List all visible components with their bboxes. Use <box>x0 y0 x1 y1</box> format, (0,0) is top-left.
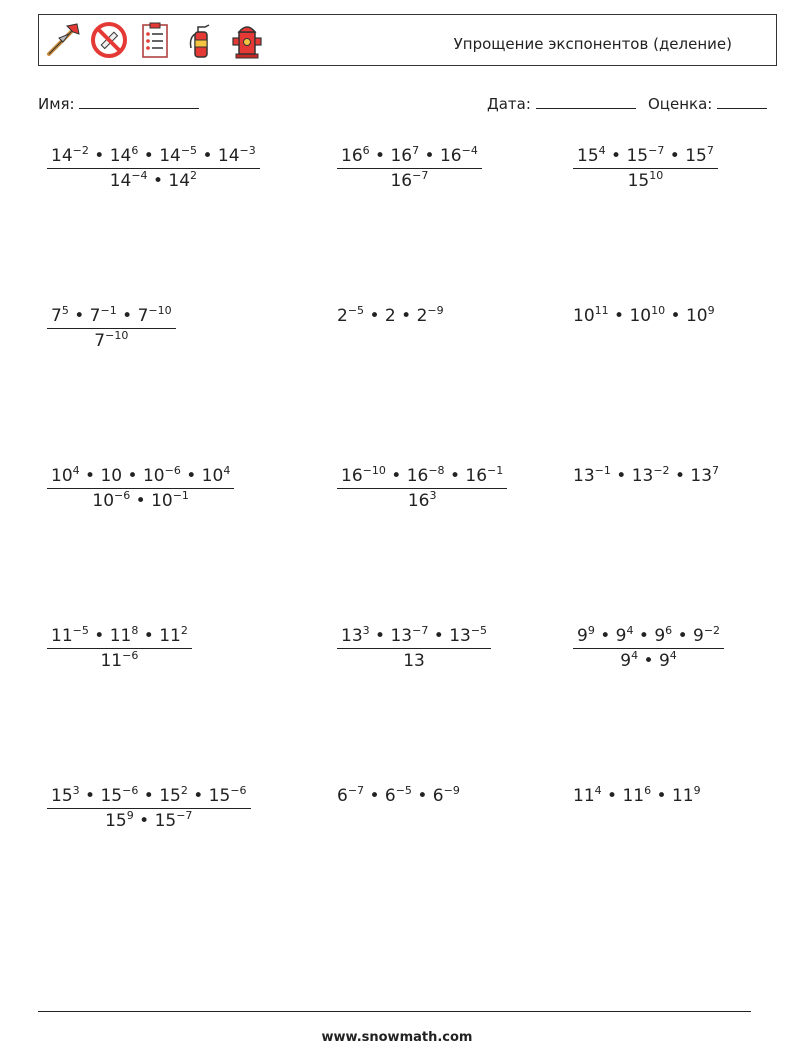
power-exponent: −6 <box>230 784 247 797</box>
name-blank[interactable] <box>79 94 199 109</box>
power-term <box>218 146 256 166</box>
power-exponent: 2 <box>180 784 188 797</box>
power-exponent: −9 <box>443 784 460 797</box>
problem-15 <box>573 786 701 806</box>
multiply-dot: • <box>138 786 160 806</box>
power-term <box>417 306 444 326</box>
power-exponent: −7 <box>347 784 365 797</box>
power-exponent: −5 <box>470 624 488 637</box>
power-base: 15 <box>105 811 127 831</box>
power-base: 14 <box>159 146 181 166</box>
numerator <box>47 466 234 488</box>
power-exponent: 3 <box>362 624 370 637</box>
power-term <box>151 491 189 511</box>
power-term <box>385 786 412 806</box>
problem-3 <box>573 146 718 191</box>
numerator <box>573 146 718 168</box>
power-term <box>433 786 460 806</box>
power-term <box>440 146 478 166</box>
power-base: 14 <box>217 146 240 166</box>
multiply-dot: • <box>605 146 627 166</box>
multiply-dot: • <box>68 306 90 326</box>
power-exponent: −7 <box>648 144 665 157</box>
fire-axe-icon <box>43 20 83 60</box>
power-term <box>390 146 419 166</box>
power-term <box>51 146 89 166</box>
numerator <box>47 626 192 648</box>
power-base: 13 <box>403 651 425 671</box>
power-base: 15 <box>51 786 73 806</box>
footer-divider <box>38 1011 751 1012</box>
fraction <box>47 306 176 351</box>
multiply-dot: • <box>147 171 169 191</box>
multiply-dot: • <box>428 626 450 646</box>
multiply-dot: • <box>116 306 138 326</box>
multiply-dot: • <box>419 146 440 166</box>
power-base: 15 <box>100 786 123 806</box>
power-term <box>632 466 670 486</box>
multiply-dot: • <box>672 626 694 646</box>
power-base: 10 <box>92 491 115 511</box>
power-exponent: 6 <box>644 784 652 797</box>
power-base: 15 <box>577 146 599 166</box>
power-term <box>573 466 611 486</box>
power-exponent: 4 <box>626 624 634 637</box>
multiply-dot: • <box>369 146 391 166</box>
problem-6 <box>573 306 715 326</box>
power-term <box>341 626 370 646</box>
power-exponent: 3 <box>429 489 437 502</box>
power-exponent: −5 <box>395 784 412 797</box>
power-term <box>577 146 606 166</box>
denominator <box>47 168 260 191</box>
multiply-dot: • <box>395 306 417 326</box>
power-base: 10 <box>629 306 652 326</box>
multiply-dot: • <box>665 306 686 326</box>
power-base: 13 <box>390 626 413 646</box>
power-exponent: 4 <box>72 464 80 477</box>
power-exponent: 3 <box>72 784 80 797</box>
multiply-dot: • <box>88 626 110 646</box>
power-exponent: −2 <box>703 624 721 637</box>
power-exponent: 7 <box>412 144 420 157</box>
power-term <box>620 651 638 671</box>
denominator <box>47 328 176 351</box>
multiply-dot: • <box>197 146 218 166</box>
denominator <box>573 648 724 671</box>
denominator <box>47 648 192 671</box>
power-base: 9 <box>658 651 670 671</box>
denominator <box>337 648 491 671</box>
date-label: Дата: <box>487 95 531 113</box>
power-term <box>390 626 428 646</box>
power-term <box>100 466 122 486</box>
power-base: 16 <box>406 466 429 486</box>
denominator <box>573 168 718 191</box>
power-term <box>622 786 651 806</box>
multiply-dot: • <box>669 466 691 486</box>
power-term <box>341 146 370 166</box>
power-exponent: 2 <box>180 624 188 637</box>
power-base: 10 <box>151 491 173 511</box>
multiply-dot: • <box>594 626 616 646</box>
power-exponent: 2 <box>190 169 198 182</box>
expression <box>337 786 460 806</box>
power-term <box>105 811 134 831</box>
denominator <box>47 808 251 831</box>
power-exponent: 9 <box>707 304 715 317</box>
power-exponent: −3 <box>239 144 256 157</box>
denominator <box>337 488 507 511</box>
power-exponent: −10 <box>362 464 386 477</box>
power-base: 9 <box>654 626 666 646</box>
power-base: 16 <box>390 146 413 166</box>
power-exponent: −6 <box>164 464 181 477</box>
power-term <box>385 306 396 326</box>
problem-10 <box>47 626 192 671</box>
power-term <box>110 146 139 166</box>
power-term <box>628 171 664 191</box>
power-base: 14 <box>109 146 132 166</box>
power-base: 14 <box>168 171 191 191</box>
grade-label: Оценка: <box>648 95 713 113</box>
no-smoking-icon <box>89 20 129 60</box>
power-exponent: −1 <box>594 464 611 477</box>
power-exponent: 6 <box>362 144 370 157</box>
power-exponent: −6 <box>114 489 131 502</box>
power-exponent: −4 <box>461 144 478 157</box>
power-base: 16 <box>390 171 413 191</box>
power-exponent: 6 <box>131 144 139 157</box>
multiply-dot: • <box>633 626 655 646</box>
power-term <box>672 786 701 806</box>
fire-hydrant-icon <box>227 20 267 60</box>
power-term <box>209 786 247 806</box>
grade-field <box>648 94 767 113</box>
grade-blank[interactable] <box>717 94 767 109</box>
multiply-dot: • <box>610 466 632 486</box>
power-exponent: −8 <box>428 464 445 477</box>
multiply-dot: • <box>369 626 391 646</box>
multiply-dot: • <box>364 786 385 806</box>
multiply-dot: • <box>411 786 433 806</box>
power-base: 11 <box>109 626 132 646</box>
power-term <box>573 306 609 326</box>
checklist-icon <box>135 20 175 60</box>
power-exponent: −1 <box>100 304 117 317</box>
multiply-dot: • <box>601 786 623 806</box>
power-exponent: 7 <box>706 144 714 157</box>
power-base: 11 <box>51 626 73 646</box>
multiply-dot: • <box>638 651 659 671</box>
header-icons <box>43 20 267 60</box>
power-exponent: −7 <box>412 624 429 637</box>
power-exponent: −5 <box>347 304 365 317</box>
power-exponent: −1 <box>172 489 189 502</box>
power-base: 14 <box>51 146 73 166</box>
power-exponent: 4 <box>594 784 602 797</box>
fraction <box>573 626 724 671</box>
fraction <box>573 146 718 191</box>
power-base: 6 <box>384 786 396 806</box>
power-term <box>337 786 364 806</box>
multiply-dot: • <box>133 811 155 831</box>
power-term <box>100 786 138 806</box>
problem-8 <box>337 466 507 511</box>
multiply-dot: • <box>187 786 209 806</box>
problem-13 <box>47 786 251 831</box>
multiply-dot: • <box>651 786 672 806</box>
power-term <box>403 651 425 671</box>
power-base: 2 <box>384 306 396 326</box>
multiply-dot: • <box>79 466 101 486</box>
power-term <box>686 306 715 326</box>
power-term <box>155 811 193 831</box>
worksheet-header <box>38 14 777 66</box>
power-term <box>92 491 130 511</box>
power-exponent: 4 <box>669 649 677 662</box>
power-term <box>390 171 428 191</box>
power-term <box>573 786 602 806</box>
power-base: 16 <box>465 466 488 486</box>
power-term <box>407 466 445 486</box>
fraction <box>337 466 507 511</box>
power-term <box>159 786 188 806</box>
fraction <box>47 786 251 831</box>
expression <box>573 466 719 486</box>
multiply-dot: • <box>385 466 407 486</box>
power-exponent: 4 <box>223 464 231 477</box>
power-term <box>577 626 595 646</box>
fraction <box>47 146 260 191</box>
power-exponent: 10 <box>649 169 664 182</box>
power-term <box>337 306 364 326</box>
fire-extinguisher-icon <box>181 20 221 60</box>
power-base: 10 <box>142 466 165 486</box>
power-base: 15 <box>208 786 231 806</box>
power-base: 11 <box>100 651 123 671</box>
power-base: 11 <box>159 626 181 646</box>
power-base: 13 <box>631 466 654 486</box>
power-base: 16 <box>439 146 462 166</box>
power-term <box>110 171 148 191</box>
power-base: 2 <box>416 306 428 326</box>
denominator <box>47 488 234 511</box>
multiply-dot: • <box>180 466 202 486</box>
power-base: 15 <box>627 171 650 191</box>
fraction <box>47 466 234 511</box>
power-term <box>626 146 664 166</box>
power-base: 9 <box>620 651 632 671</box>
power-exponent: 10 <box>651 304 666 317</box>
power-base: 16 <box>341 466 363 486</box>
power-term <box>408 491 437 511</box>
power-base: 10 <box>573 306 595 326</box>
power-base: 11 <box>671 786 694 806</box>
power-base: 15 <box>154 811 177 831</box>
power-base: 6 <box>432 786 444 806</box>
power-base: 16 <box>407 491 430 511</box>
power-exponent: 7 <box>712 464 720 477</box>
power-term <box>690 466 719 486</box>
power-term <box>51 306 69 326</box>
power-base: 13 <box>341 626 363 646</box>
power-exponent: 4 <box>598 144 606 157</box>
numerator <box>47 146 260 168</box>
power-exponent: −10 <box>148 304 172 317</box>
power-term <box>654 626 672 646</box>
footer-url: www.snowmath.com <box>321 1030 473 1045</box>
problem-2 <box>337 146 482 191</box>
power-term <box>51 786 80 806</box>
power-term <box>51 466 80 486</box>
date-field <box>487 94 636 113</box>
power-base: 9 <box>693 626 704 646</box>
expression <box>573 786 701 806</box>
power-base: 10 <box>51 466 73 486</box>
multiply-dot: • <box>79 786 101 806</box>
fraction <box>47 626 192 671</box>
name-label: Имя: <box>38 95 75 113</box>
power-base: 6 <box>337 786 348 806</box>
power-term <box>168 171 197 191</box>
expression <box>337 306 444 326</box>
numerator <box>47 306 176 328</box>
name-field <box>38 94 199 113</box>
power-base: 10 <box>201 466 224 486</box>
problem-11 <box>337 626 491 671</box>
power-base: 13 <box>449 626 471 646</box>
power-base: 13 <box>573 466 595 486</box>
power-exponent: −2 <box>653 464 670 477</box>
problem-9 <box>573 466 719 486</box>
power-base: 9 <box>577 626 588 646</box>
power-exponent: −10 <box>105 329 129 342</box>
power-term <box>100 651 138 671</box>
power-term <box>159 146 197 166</box>
power-exponent: −6 <box>122 784 139 797</box>
power-base: 15 <box>159 786 181 806</box>
power-term <box>159 626 188 646</box>
date-blank[interactable] <box>536 94 636 109</box>
power-base: 7 <box>89 306 101 326</box>
power-base: 15 <box>685 146 707 166</box>
power-exponent: 11 <box>594 304 609 317</box>
power-exponent: −6 <box>122 649 139 662</box>
power-exponent: 6 <box>665 624 673 637</box>
power-term <box>202 466 231 486</box>
fraction <box>337 626 491 671</box>
power-term <box>449 626 487 646</box>
numerator <box>337 146 482 168</box>
power-exponent: 8 <box>131 624 139 637</box>
numerator <box>47 786 251 808</box>
problem-7 <box>47 466 234 511</box>
expression <box>573 306 715 326</box>
power-base: 14 <box>109 171 132 191</box>
multiply-dot: • <box>130 491 152 511</box>
multiply-dot: • <box>364 306 385 326</box>
power-base: 7 <box>137 306 149 326</box>
multiply-dot: • <box>138 626 160 646</box>
power-term <box>51 626 89 646</box>
power-base: 15 <box>626 146 649 166</box>
power-term <box>143 466 181 486</box>
power-base: 16 <box>341 146 363 166</box>
numerator <box>573 626 724 648</box>
problem-5 <box>337 306 444 326</box>
power-base: 10 <box>100 466 123 486</box>
power-exponent: −5 <box>180 144 198 157</box>
power-base: 11 <box>622 786 645 806</box>
power-base: 7 <box>51 306 62 326</box>
power-base: 11 <box>573 786 595 806</box>
power-term <box>90 306 117 326</box>
power-term <box>685 146 714 166</box>
power-exponent: 5 <box>61 304 69 317</box>
numerator <box>337 626 491 648</box>
problem-4 <box>47 306 176 351</box>
denominator <box>337 168 482 191</box>
worksheet-title: Упрощение экспонентов (деление) <box>453 35 732 53</box>
power-exponent: −2 <box>72 144 89 157</box>
power-term <box>629 306 665 326</box>
power-exponent: 9 <box>587 624 595 637</box>
multiply-dot: • <box>444 466 466 486</box>
power-term <box>465 466 503 486</box>
power-base: 7 <box>94 331 106 351</box>
power-exponent: 9 <box>126 809 134 822</box>
multiply-dot: • <box>608 306 630 326</box>
fraction <box>337 146 482 191</box>
power-term <box>110 626 139 646</box>
power-exponent: 4 <box>631 649 639 662</box>
power-exponent: −4 <box>131 169 148 182</box>
power-term <box>138 306 172 326</box>
power-exponent: −9 <box>427 304 444 317</box>
multiply-dot: • <box>138 146 160 166</box>
power-exponent: −5 <box>72 624 89 637</box>
problem-14 <box>337 786 460 806</box>
numerator <box>337 466 507 488</box>
power-term <box>341 466 386 486</box>
multiply-dot: • <box>88 146 110 166</box>
power-base: 13 <box>690 466 713 486</box>
power-exponent: 9 <box>693 784 701 797</box>
power-term <box>659 651 677 671</box>
power-base: 9 <box>615 626 627 646</box>
power-term <box>616 626 634 646</box>
power-base: 2 <box>337 306 348 326</box>
multiply-dot: • <box>664 146 686 166</box>
power-exponent: −7 <box>412 169 429 182</box>
power-term <box>693 626 720 646</box>
power-term <box>94 331 128 351</box>
power-exponent: −1 <box>487 464 504 477</box>
power-exponent: −7 <box>176 809 193 822</box>
problem-12 <box>573 626 724 671</box>
power-base: 10 <box>685 306 708 326</box>
problem-1 <box>47 146 260 191</box>
multiply-dot: • <box>122 466 143 486</box>
